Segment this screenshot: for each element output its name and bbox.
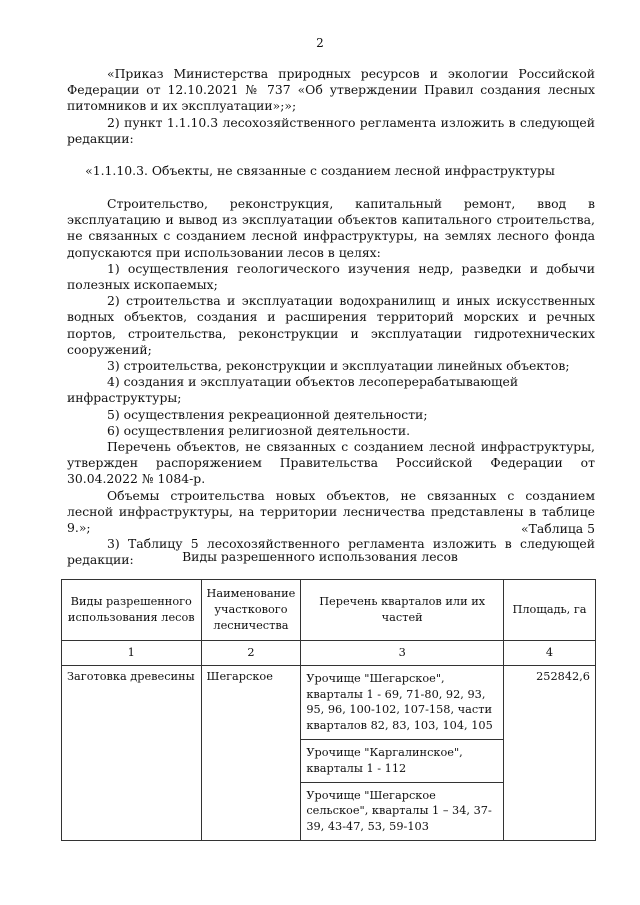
header-area: Площадь, га [504,580,596,641]
body-block [67,196,595,569]
quarter-entry: Урочище "Шегарское сельское", кварталы 1 – 34, 37-39, 43-47, 53, 59-103 [306,788,492,834]
cell-use-type: Заготовка древесины [62,665,202,840]
list-item-4: 4) создания и эксплуатации объектов лесоперерабатывающей инфраструктуры; [67,374,519,406]
table-column-numbers-row [62,641,596,666]
list-item-1: 1) осуществления геологического изучения недр, разведки и добычи полезных ископаемых; [67,260,595,293]
list-item-2: 2) строительства и эксплуатации водохранилищ и иных искусственных водных объектов, создания и расширения территорий морских и речных портов, строительства, реконструкции и эксплуатации гидротехнических сооружений; [67,293,595,357]
quarter-entry: Урочище "Шегарское", кварталы 1 - 69, 71-80, 92, 93, 95, 96, 100-102, 107-158, части кварталов 82, 83, 103, 104, 105 [301,666,503,740]
paragraph-construction-volumes: Объемы строительства новых объектов, не связанных с созданием лесной инфраструктуры, на территории лесничества представлены в таблице 9.»; [67,487,595,536]
header-forestry: Наименование участкового лесничества [201,580,301,641]
forest-use-table [61,579,596,841]
paragraph-construction-intro: Строительство, реконструкция, капитальный ремонт, ввод в эксплуатацию и вывод из эксплуатации объектов капитального строительства, не связанных с созданием лесной инфраструктуры, на землях лесного фонда допускаются при использовании лесов в целях: [67,196,595,260]
paragraph-objects-list: Перечень объектов, не связанных с созданием лесной инфраструктуры, утвержден распоряжением Правительства Российской Федерации от 30.04.2022 № 1084-р. [67,439,595,487]
intro-block [67,66,595,147]
table-label: «Таблица 5 [521,521,595,536]
cell-quarters [301,665,504,840]
paragraph-item-3: 3) Таблицу 5 лесохозяйственного регламента изложить в следующей редакции: [67,536,595,568]
paragraph-order-reference: «Приказ Министерства природных ресурсов и экологии Российской Федерации от 12.10.2021 № 737 «Об утверждении Правил создания лесных питомников и их эксплуатации»;»; [67,66,595,114]
cell-forestry: Шегарское [201,665,301,840]
column-number: 1 [62,641,202,666]
page-number: 2 [316,36,324,50]
column-number: 2 [201,641,301,666]
list-item-6: 6) осуществления религиозной деятельности. [107,422,411,438]
cell-area: 252842,6 [504,665,596,840]
header-quarters: Перечень кварталов или их частей [301,580,504,641]
list-item-3: 3) строительства, реконструкции и эксплуатации линейных объектов; [107,358,570,374]
table-title: Виды разрешенного использования лесов [182,549,458,564]
paragraph-item-2: 2) пункт 1.1.10.3 лесохозяйственного регламента изложить в следующей редакции: [67,114,595,146]
table-header-row [62,580,596,641]
quarter-entry: Урочище "Каргалинское", кварталы 1 - 112 [301,740,503,783]
column-number: 3 [301,641,504,666]
header-use-type: Виды разрешенного использования лесов [62,580,202,641]
list-item-5: 5) осуществления рекреационной деятельности; [107,406,428,422]
section-heading: «1.1.10.3. Объекты, не связанные с созданием лесной инфраструктуры [85,163,555,178]
table-row [62,665,596,840]
column-number: 4 [504,641,596,666]
